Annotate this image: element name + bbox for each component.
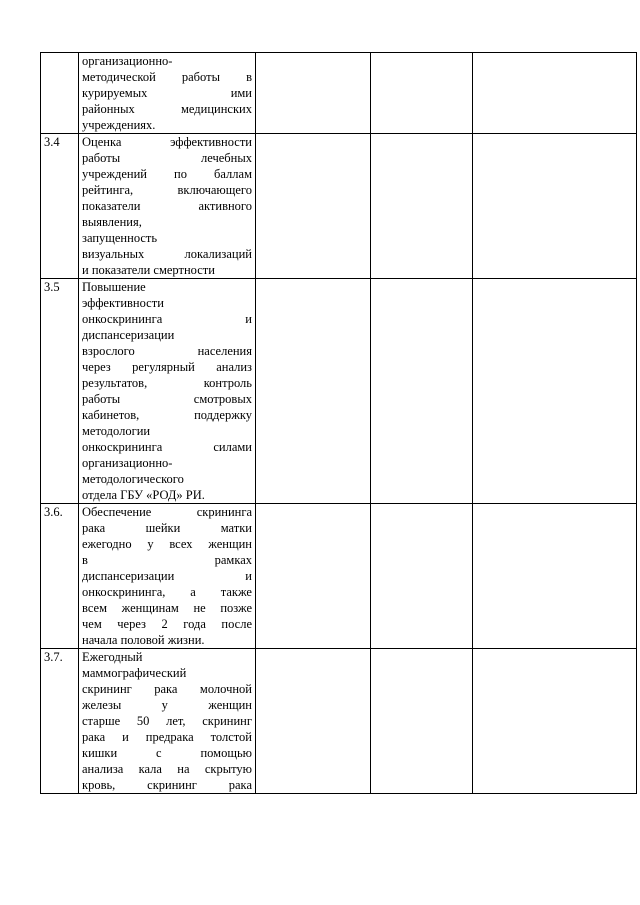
description-line: курируемых ими xyxy=(82,86,252,100)
table-row xyxy=(41,504,637,649)
description-line: и показатели смертности xyxy=(82,263,215,277)
row-number: 3.4 xyxy=(44,135,60,149)
description-line: отдела ГБУ «РОД» РИ. xyxy=(82,488,205,502)
empty-cell-col-5 xyxy=(473,649,637,794)
description-line: районных медицинских xyxy=(82,102,252,116)
description-line: ежегодно у всех женщин xyxy=(82,537,252,551)
description-line: рейтинга, включающего xyxy=(82,183,252,197)
description-line: через регулярный анализ xyxy=(82,360,252,374)
document-table xyxy=(40,52,637,794)
description-line: анализа кала на скрытую xyxy=(82,762,252,776)
description-line: кабинетов, поддержку xyxy=(82,408,252,422)
description-line: чем через 2 года после xyxy=(82,617,252,631)
description-line: учреждений по баллам xyxy=(82,167,252,181)
description-line: учреждениях. xyxy=(82,118,156,132)
description-line: эффективности xyxy=(82,296,164,310)
empty-cell-col-4 xyxy=(371,504,473,649)
description-line: старше 50 лет, скрининг xyxy=(82,714,252,728)
empty-cell-col-3 xyxy=(256,279,371,504)
description-line: кишки с помощью xyxy=(82,746,252,760)
description-line: железы у женщин xyxy=(82,698,252,712)
row-number-cell xyxy=(41,53,79,134)
description-line: запущенность xyxy=(82,231,158,245)
table-row xyxy=(41,53,637,134)
table-row xyxy=(41,279,637,504)
description-line: в рамках xyxy=(82,553,252,567)
description-line: скрининг рака молочной xyxy=(82,682,252,696)
description-line: выявления, xyxy=(82,215,142,229)
description-line: визуальных локализаций xyxy=(82,247,252,261)
row-description-cell xyxy=(79,504,256,649)
description-line: методологического xyxy=(82,472,184,486)
row-number-cell xyxy=(41,134,79,279)
description-line: Обеспечение скрининга xyxy=(82,505,252,519)
empty-cell-col-4 xyxy=(371,134,473,279)
row-description-cell xyxy=(79,53,256,134)
description-line: кровь, скрининг рака xyxy=(82,778,252,792)
table-body xyxy=(41,53,637,794)
empty-cell-col-3 xyxy=(256,134,371,279)
description-line: методологии xyxy=(82,424,151,438)
empty-cell-col-4 xyxy=(371,53,473,134)
row-description-cell xyxy=(79,279,256,504)
row-number: 3.6. xyxy=(44,505,63,519)
description-line: показатели активного xyxy=(82,199,252,213)
row-description-cell xyxy=(79,649,256,794)
description-line: работы лечебных xyxy=(82,151,252,165)
description-line: рака шейки матки xyxy=(82,521,252,535)
description-line: онкоскрининга силами xyxy=(82,440,252,454)
row-description-cell xyxy=(79,134,256,279)
description-line: диспансеризации xyxy=(82,328,175,342)
description-line: Ежегодный xyxy=(82,650,143,664)
description-line: результатов, контроль xyxy=(82,376,252,390)
row-number-cell xyxy=(41,504,79,649)
empty-cell-col-5 xyxy=(473,134,637,279)
row-number-cell xyxy=(41,279,79,504)
description-line: организационно- xyxy=(82,54,173,68)
description-line: диспансеризации и xyxy=(82,569,252,583)
empty-cell-col-5 xyxy=(473,504,637,649)
description-line: методической работы в xyxy=(82,70,252,84)
empty-cell-col-4 xyxy=(371,649,473,794)
empty-cell-col-5 xyxy=(473,279,637,504)
empty-cell-col-4 xyxy=(371,279,473,504)
description-line: начала половой жизни. xyxy=(82,633,205,647)
table-row xyxy=(41,649,637,794)
description-line: всем женщинам не позже xyxy=(82,601,252,615)
description-line: работы смотровых xyxy=(82,392,252,406)
description-line: организационно- xyxy=(82,456,173,470)
table-row xyxy=(41,134,637,279)
empty-cell-col-5 xyxy=(473,53,637,134)
row-number-cell xyxy=(41,649,79,794)
empty-cell-col-3 xyxy=(256,649,371,794)
empty-cell-col-3 xyxy=(256,504,371,649)
description-line: маммографический xyxy=(82,666,187,680)
row-number: 3.5 xyxy=(44,280,60,294)
row-number: 3.7. xyxy=(44,650,63,664)
description-line: онкоскрининга и xyxy=(82,312,252,326)
description-line: Повышение xyxy=(82,280,146,294)
description-line: рака и предрака толстой xyxy=(82,730,252,744)
description-line: взрослого населения xyxy=(82,344,252,358)
description-line: Оценка эффективности xyxy=(82,135,252,149)
description-line: онкоскрининга, а также xyxy=(82,585,252,599)
empty-cell-col-3 xyxy=(256,53,371,134)
